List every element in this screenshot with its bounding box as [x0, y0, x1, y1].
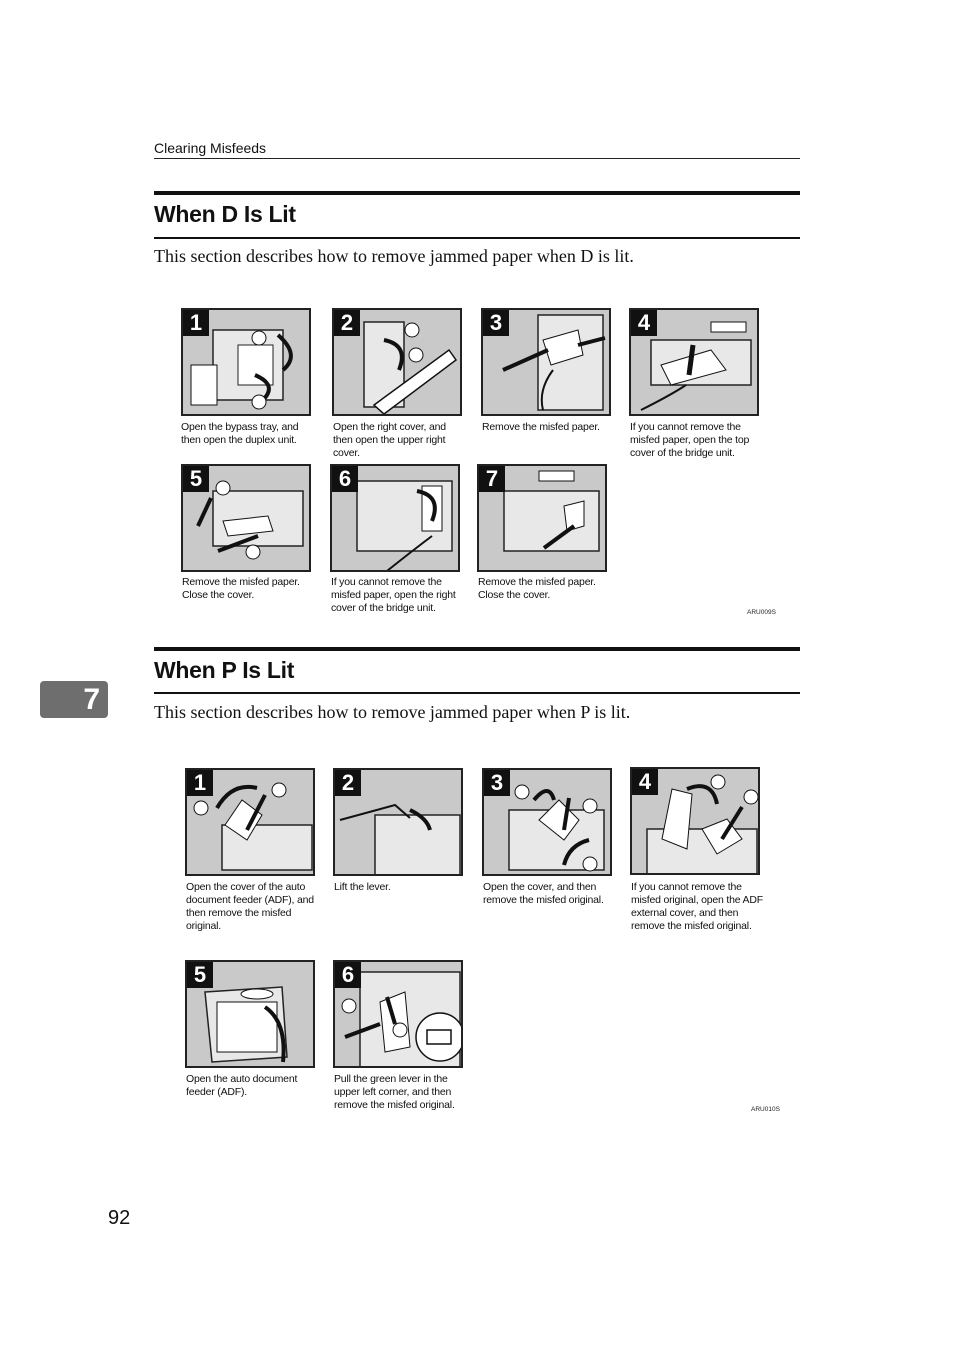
step-caption: If you cannot remove the misfed paper, open the top cover of the bridge unit. — [630, 421, 750, 459]
step-illustration — [332, 308, 462, 416]
section-top-bar — [154, 191, 800, 195]
section-top-bar — [154, 647, 800, 651]
section-intro-d: This section describes how to remove jammed paper when D is lit. — [154, 246, 634, 266]
step-number: 6 — [332, 466, 358, 492]
step-caption: Remove the misfed paper. Close the cover. — [182, 576, 300, 601]
section-title-rule — [154, 237, 800, 239]
step-number: 3 — [484, 770, 510, 796]
step-illustration — [482, 768, 612, 876]
step-illustration — [629, 308, 759, 416]
header-rule — [154, 158, 800, 159]
step-illustration — [330, 464, 460, 572]
figure-code: ARU010S — [751, 1106, 780, 1113]
step-number: 4 — [632, 769, 658, 795]
step-number: 5 — [183, 466, 209, 492]
chapter-tab: 7 — [40, 681, 108, 718]
step-illustration — [333, 768, 463, 876]
step-caption: Open the right cover, and then open the upper right cover. — [333, 421, 446, 459]
section-title-p: When P Is Lit — [154, 657, 295, 683]
step-caption: Open the cover, and then remove the misfed original. — [483, 881, 604, 906]
step-illustration — [185, 960, 315, 1068]
step-illustration — [477, 464, 607, 572]
step-number: 2 — [334, 310, 360, 336]
step-caption: If you cannot remove the misfed paper, open the right cover of the bridge unit. — [331, 576, 456, 614]
step-illustration — [185, 768, 315, 876]
step-caption: Open the cover of the auto document feeder (ADF), and then remove the misfed original. — [186, 881, 314, 932]
step-illustration — [481, 308, 611, 416]
step-number: 5 — [187, 962, 213, 988]
figure-code: ARU009S — [747, 609, 776, 616]
step-number: 7 — [479, 466, 505, 492]
step-caption: Remove the misfed paper. Close the cover. — [478, 576, 596, 601]
page-number: 92 — [108, 1207, 131, 1229]
step-illustration — [181, 308, 311, 416]
step-illustration — [333, 960, 463, 1068]
step-caption: Lift the lever. — [334, 881, 391, 893]
step-number: 3 — [483, 310, 509, 336]
step-number: 1 — [187, 770, 213, 796]
running-head: Clearing Misfeeds — [154, 140, 267, 156]
step-caption: Open the auto document feeder (ADF). — [186, 1073, 298, 1098]
section-title-d: When D Is Lit — [154, 201, 296, 227]
step-caption: Remove the misfed paper. — [482, 421, 600, 433]
section-title-rule — [154, 692, 800, 694]
step-caption: Pull the green lever in the upper left corner, and then remove the misfed original. — [334, 1073, 455, 1111]
step-number: 2 — [335, 770, 361, 796]
step-caption: Open the bypass tray, and then open the duplex unit. — [181, 421, 299, 446]
section-intro-p: This section describes how to remove jammed paper when P is lit. — [154, 702, 631, 722]
step-illustration — [630, 767, 760, 875]
step-number: 1 — [183, 310, 209, 336]
step-number: 4 — [631, 310, 657, 336]
step-number: 6 — [335, 962, 361, 988]
step-illustration — [181, 464, 311, 572]
step-caption: If you cannot remove the misfed original, open the ADF external cover, and then remove the misfed original. — [631, 881, 763, 932]
